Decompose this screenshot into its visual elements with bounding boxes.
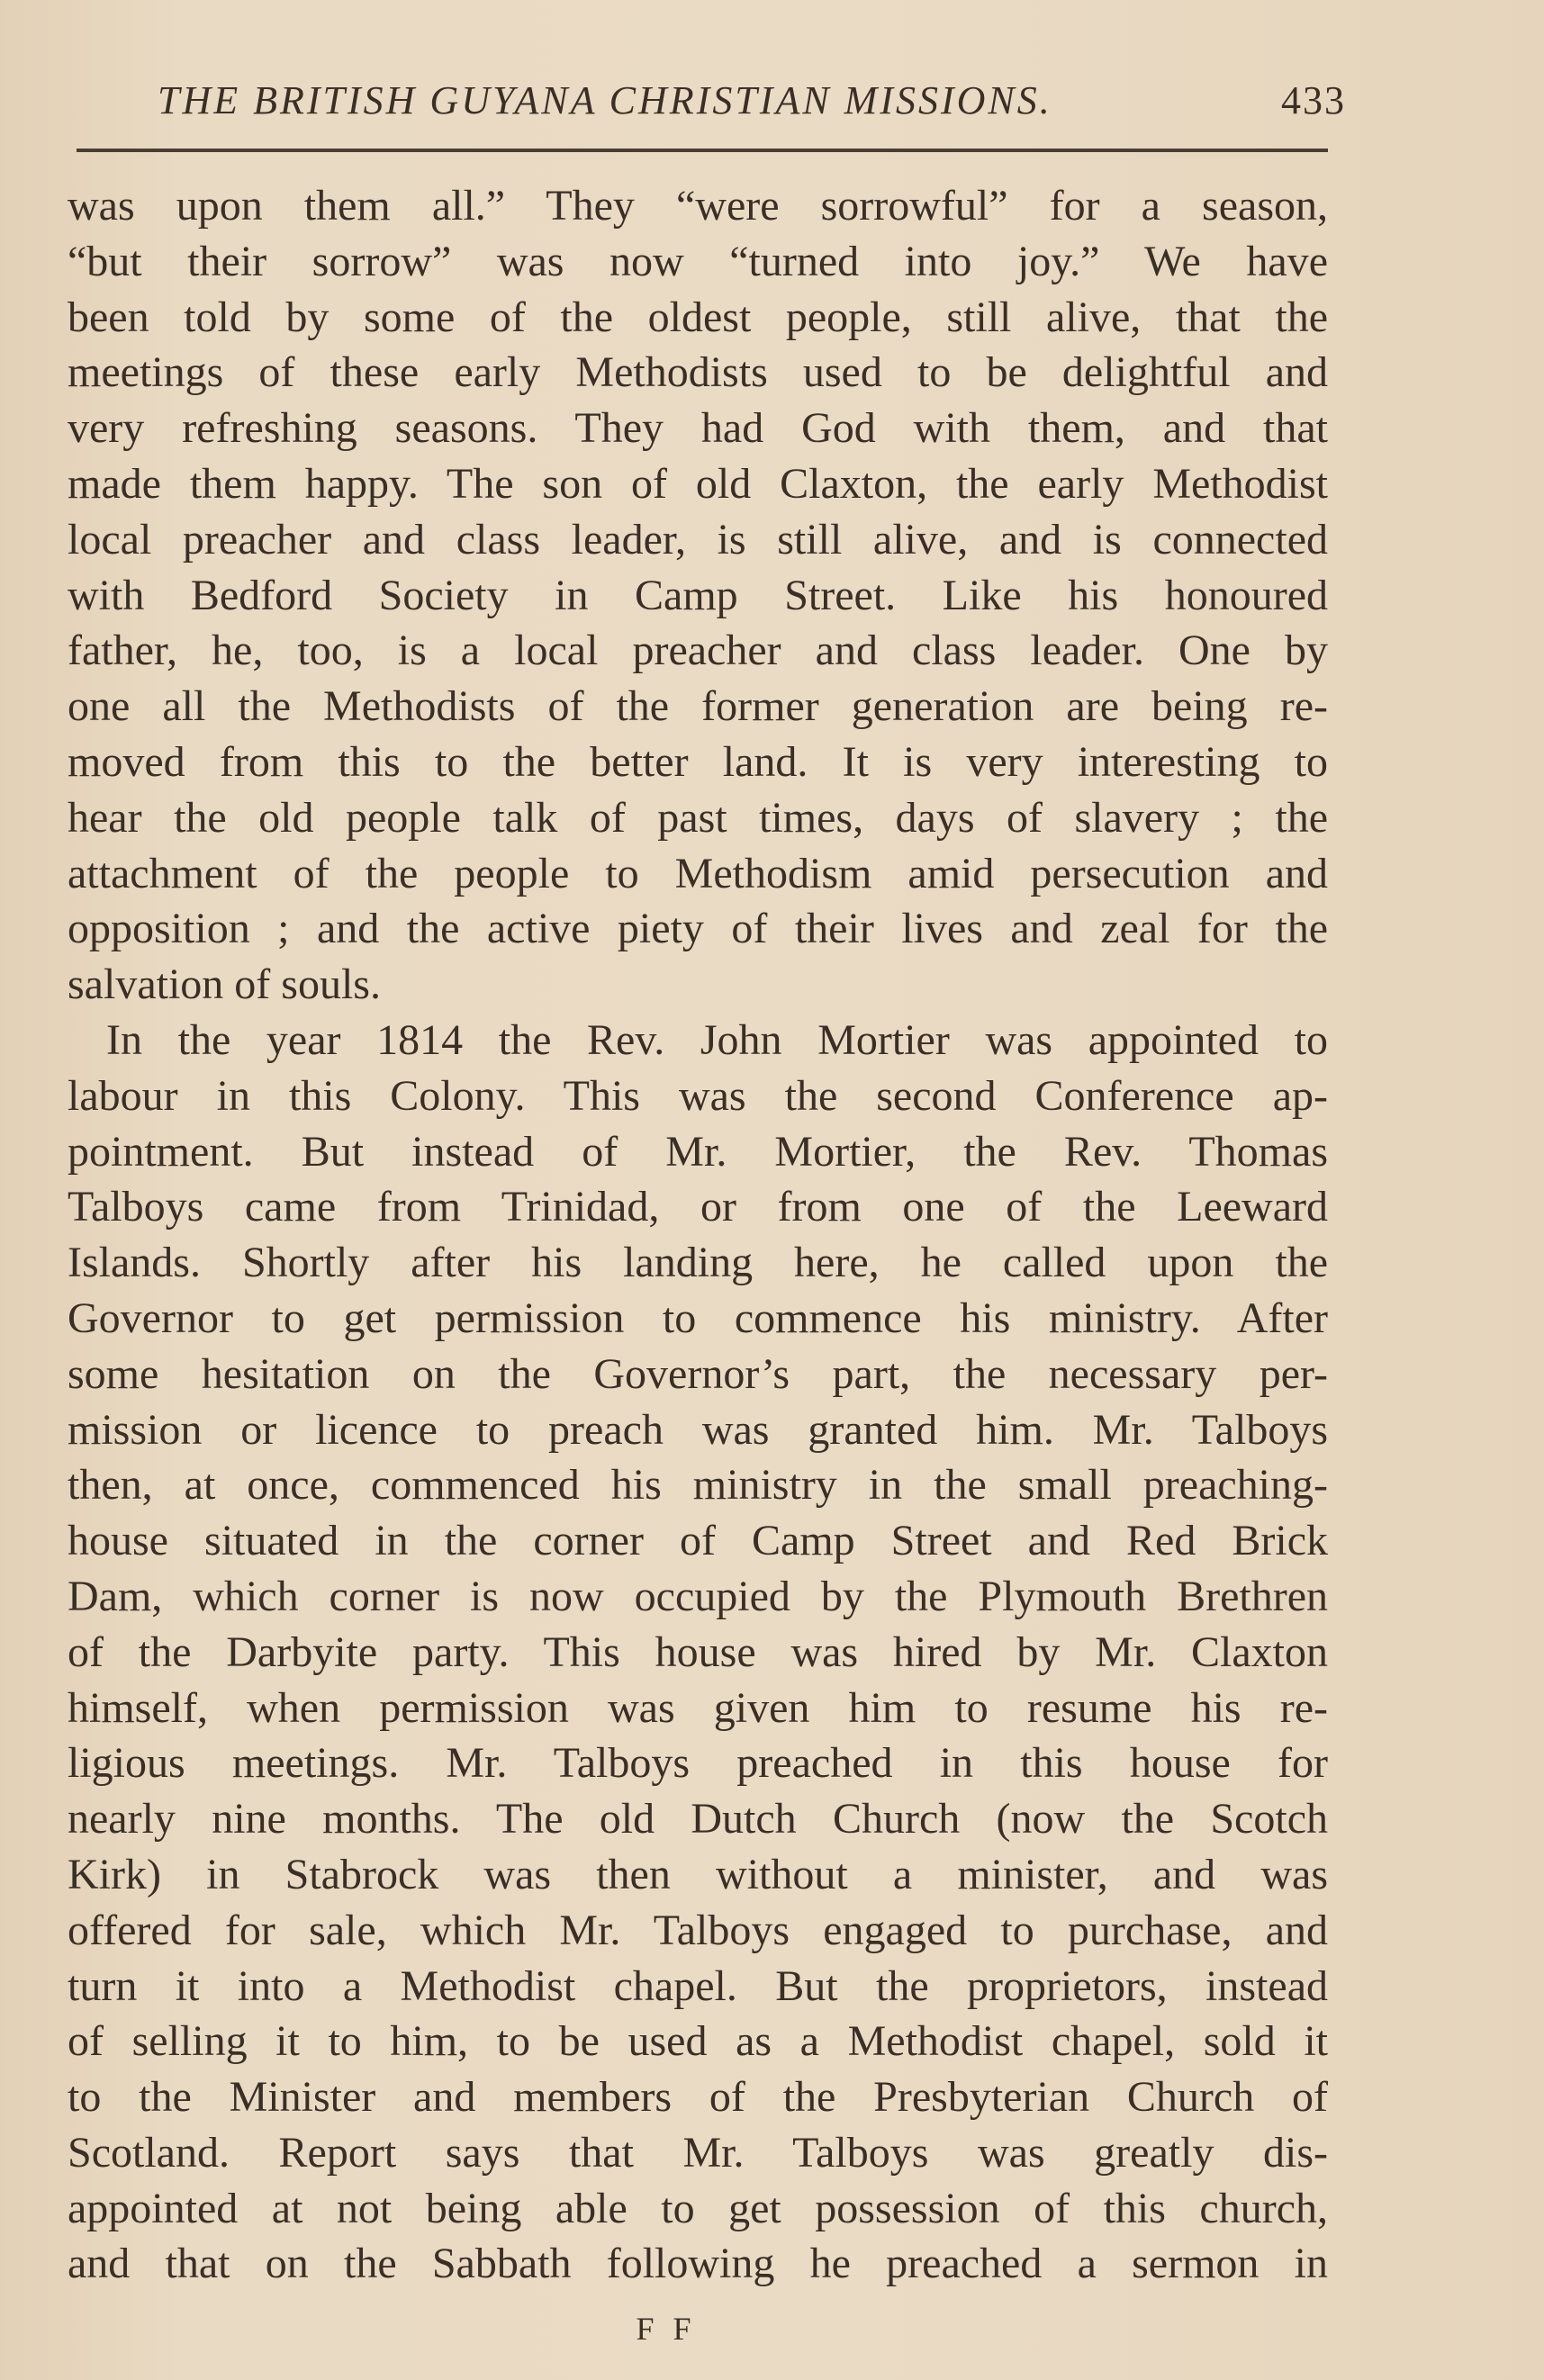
text-line: Governor to get permission to commence his ministry. After xyxy=(68,1294,1328,1342)
running-title: THE BRITISH GUYANA CHRISTIAN MISSIONS. xyxy=(158,78,1052,122)
text-line: with Bedford Society in Camp Street. Like his honoured xyxy=(68,571,1328,619)
body-text xyxy=(68,178,1328,2292)
text-line: Talboys came from Trinidad, or from one of the Leeward xyxy=(68,1183,1328,1231)
text-line: Islands. Shortly after his landing here, he called upon the xyxy=(68,1239,1328,1287)
text-line: opposition ; and the active piety of their lives and zeal for the xyxy=(68,905,1328,953)
text-line: one all the Methodists of the former generation are being re- xyxy=(68,682,1328,731)
text-line: meetings of these early Methodists used to be delightful and xyxy=(68,348,1328,397)
text-line: to the Minister and members of the Presbyterian Church of xyxy=(68,2073,1328,2122)
text-line: very refreshing seasons. They had God with them, and that xyxy=(68,404,1328,453)
text-line: mission or licence to preach was granted him. Mr. Talboys xyxy=(68,1405,1328,1454)
text-line: been told by some of the oldest people, still alive, that the xyxy=(68,293,1328,341)
signature-mark: F F xyxy=(636,2311,697,2347)
text-line: attachment of the people to Methodism amid persecution and xyxy=(68,849,1328,897)
text-line: some hesitation on the Governor’s part, the necessary per- xyxy=(68,1349,1328,1398)
text-line: of selling it to him, to be used as a Methodist chapel, sold it xyxy=(68,2017,1328,2066)
text-line: moved from this to the better land. It is very interesting to xyxy=(68,737,1328,786)
text-line: ligious meetings. Mr. Talboys preached in this house for xyxy=(68,1739,1328,1788)
text-line: made them happy. The son of old Claxton, the early Methodist xyxy=(68,459,1328,508)
text-line: then, at once, commenced his ministry in the small preaching- xyxy=(68,1461,1328,1510)
text-line: himself, when permission was given him to resume his re- xyxy=(68,1683,1328,1732)
text-line: of the Darbyite party. This house was hired by Mr. Claxton xyxy=(68,1627,1328,1676)
text-line: appointed at not being able to get possession of this church, xyxy=(68,2184,1328,2232)
page-number: 433 xyxy=(1281,78,1346,122)
text-line: Dam, which corner is now occupied by the Plymouth Brethren xyxy=(68,1572,1328,1620)
text-line: offered for sale, which Mr. Talboys engaged to purchase, and xyxy=(68,1906,1328,1954)
text-line: hear the old people talk of past times, days of slavery ; the xyxy=(68,793,1328,842)
text-line: “but their sorrow” was now “turned into joy.” We have xyxy=(68,237,1328,285)
text-line: Scotland. Report says that Mr. Talboys was greatly dis- xyxy=(68,2128,1328,2177)
text-line: nearly nine months. The old Dutch Church (now the Scotch xyxy=(68,1795,1328,1844)
header-rule xyxy=(77,149,1328,152)
text-line: and that on the Sabbath following he preached a sermon in xyxy=(68,2240,1328,2288)
text-line: was upon them all.” They “were sorrowful” for a season, xyxy=(68,182,1328,230)
text-line: father, he, too, is a local preacher and class leader. One by xyxy=(68,627,1328,675)
text-line: Kirk) in Stabrock was then without a minister, and was xyxy=(68,1850,1328,1898)
text-line: salvation of souls. xyxy=(68,960,381,1009)
text-line: labour in this Colony. This was the second Conference ap- xyxy=(68,1071,1328,1120)
text-line: pointment. But instead of Mr. Mortier, the Rev. Thomas xyxy=(68,1127,1328,1176)
text-line: In the year 1814 the Rev. John Mortier was appointed to xyxy=(106,1015,1328,1064)
text-line: local preacher and class leader, is still alive, and is connected xyxy=(68,515,1328,563)
text-line: house situated in the corner of Camp Street and Red Brick xyxy=(68,1517,1328,1565)
text-line: turn it into a Methodist chapel. But the proprietors, instead xyxy=(68,1961,1328,2010)
